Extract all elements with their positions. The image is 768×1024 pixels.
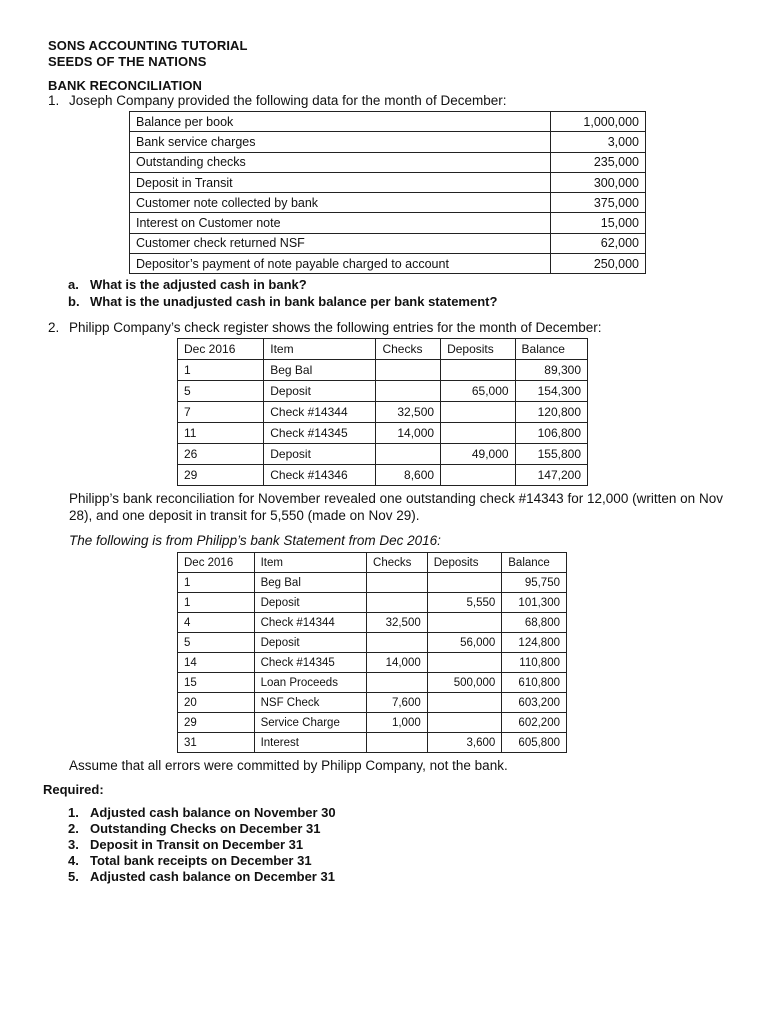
row-label: Interest on Customer note (130, 213, 551, 233)
column-header: Dec 2016 (178, 553, 255, 573)
q1-intro: Joseph Company provided the following data for the month of December: (69, 93, 507, 108)
required-item-number: 2. (68, 821, 79, 836)
q1-data-table (129, 111, 646, 274)
table-cell: Check #14346 (264, 465, 376, 486)
table-row (178, 693, 567, 713)
table-row (178, 733, 567, 753)
table-cell: 147,200 (515, 465, 587, 486)
table-cell: 14,000 (376, 423, 441, 444)
bank-statement-table (177, 552, 567, 753)
table-row (178, 653, 567, 673)
q1b-item (68, 294, 497, 309)
required-item (68, 837, 336, 853)
column-header: Deposits (427, 553, 502, 573)
table-cell: 20 (178, 693, 255, 713)
table-row (178, 593, 567, 613)
required-list (68, 805, 336, 885)
row-label: Depositor’s payment of note payable charged to account (130, 254, 551, 274)
table-row (130, 193, 646, 213)
table-cell: 605,800 (502, 733, 567, 753)
q1a-label: a. (68, 277, 79, 292)
table-cell: 11 (178, 423, 264, 444)
q1b-label: b. (68, 294, 80, 309)
row-value: 375,000 (551, 193, 646, 213)
table-cell: 15 (178, 673, 255, 693)
table-row (178, 465, 588, 486)
table-cell (427, 713, 502, 733)
required-label: Required: (43, 782, 104, 797)
required-item-text: Outstanding Checks on December 31 (90, 821, 321, 836)
column-header: Checks (367, 553, 428, 573)
column-header: Item (254, 553, 366, 573)
table-cell: Deposit (254, 593, 366, 613)
required-item-text: Total bank receipts on December 31 (90, 853, 312, 868)
q1a-text: What is the adjusted cash in bank? (90, 277, 307, 292)
table-cell: 1 (178, 593, 255, 613)
section-title: BANK RECONCILIATION (48, 78, 203, 93)
row-value: 1,000,000 (551, 112, 646, 132)
required-item (68, 805, 336, 821)
table-cell: 602,200 (502, 713, 567, 733)
q1-number: 1. (48, 93, 60, 108)
table-cell (376, 381, 441, 402)
table-cell: 5 (178, 381, 264, 402)
table-cell: Check #14345 (254, 653, 366, 673)
table-cell: 603,200 (502, 693, 567, 713)
table-cell: NSF Check (254, 693, 366, 713)
table-cell: 49,000 (441, 444, 515, 465)
table-cell: 32,500 (376, 402, 441, 423)
required-item (68, 821, 336, 837)
column-header: Item (264, 339, 376, 360)
table-cell: Deposit (264, 444, 376, 465)
table-cell: Check #14345 (264, 423, 376, 444)
row-value: 3,000 (551, 132, 646, 152)
table-cell: 95,750 (502, 573, 567, 593)
q1a-item (68, 277, 307, 292)
table-cell: 154,300 (515, 381, 587, 402)
doc-title: SONS ACCOUNTING TUTORIAL (48, 38, 248, 53)
table-cell: Deposit (264, 381, 376, 402)
table-row (178, 673, 567, 693)
table-cell: Beg Bal (254, 573, 366, 593)
table-cell (441, 360, 515, 381)
table-cell: 1,000 (367, 713, 428, 733)
table-cell: 65,000 (441, 381, 515, 402)
table-row (178, 633, 567, 653)
table-cell: 29 (178, 713, 255, 733)
table-cell (427, 653, 502, 673)
table-cell: 610,800 (502, 673, 567, 693)
column-header: Dec 2016 (178, 339, 264, 360)
table-row (178, 444, 588, 465)
table-cell: 29 (178, 465, 264, 486)
table-cell (427, 573, 502, 593)
assumption-note: Assume that all errors were committed by Philipp Company, not the bank. (69, 758, 508, 773)
column-header: Checks (376, 339, 441, 360)
table-cell (376, 360, 441, 381)
table-cell: Check #14344 (254, 613, 366, 633)
table-cell: 1 (178, 360, 264, 381)
row-label: Bank service charges (130, 132, 551, 152)
row-value: 250,000 (551, 254, 646, 274)
column-header: Balance (502, 553, 567, 573)
table-cell (427, 613, 502, 633)
table-cell: 5,550 (427, 593, 502, 613)
table-cell: 106,800 (515, 423, 587, 444)
row-value: 235,000 (551, 152, 646, 172)
table-cell (441, 465, 515, 486)
table-cell: 110,800 (502, 653, 567, 673)
table-cell (441, 423, 515, 444)
november-recon-paragraph: Philipp’s bank reconciliation for November revealed one outstanding check #14343 for 12,000 (written on Nov 28), and one deposit in transit for 5,550 (made on Nov 29). (69, 491, 723, 523)
table-cell (367, 573, 428, 593)
table-cell: 26 (178, 444, 264, 465)
table-row (130, 132, 646, 152)
row-value: 300,000 (551, 172, 646, 192)
table-row (130, 112, 646, 132)
table-cell: Beg Bal (264, 360, 376, 381)
row-label: Balance per book (130, 112, 551, 132)
table-cell: 56,000 (427, 633, 502, 653)
table-cell: 7 (178, 402, 264, 423)
table-row (178, 423, 588, 444)
column-header: Balance (515, 339, 587, 360)
check-register-table (177, 338, 588, 486)
table-cell: 5 (178, 633, 255, 653)
required-item (68, 869, 336, 885)
table-row (178, 613, 567, 633)
table-row (178, 402, 588, 423)
table-cell (441, 402, 515, 423)
required-item-number: 5. (68, 869, 79, 884)
table-row (178, 713, 567, 733)
table-row (130, 172, 646, 192)
column-header: Deposits (441, 339, 515, 360)
row-label: Deposit in Transit (130, 172, 551, 192)
table-cell (367, 633, 428, 653)
table-row (130, 233, 646, 253)
table-cell: 8,600 (376, 465, 441, 486)
statement-intro: The following is from Philipp’s bank Statement from Dec 2016: (69, 533, 441, 548)
required-item (68, 853, 336, 869)
table-cell: 101,300 (502, 593, 567, 613)
table-cell: 14 (178, 653, 255, 673)
table-cell: 500,000 (427, 673, 502, 693)
table-cell: 68,800 (502, 613, 567, 633)
table-row (178, 381, 588, 402)
required-item-text: Adjusted cash balance on November 30 (90, 805, 336, 820)
table-cell (376, 444, 441, 465)
row-value: 62,000 (551, 233, 646, 253)
table-cell: Loan Proceeds (254, 673, 366, 693)
table-cell: Service Charge (254, 713, 366, 733)
table-cell: 155,800 (515, 444, 587, 465)
table-cell (367, 733, 428, 753)
q1b-text: What is the unadjusted cash in bank balance per bank statement? (90, 294, 498, 309)
required-item-text: Adjusted cash balance on December 31 (90, 869, 335, 884)
table-row (130, 254, 646, 274)
table-cell: 124,800 (502, 633, 567, 653)
table-row (178, 573, 567, 593)
table-row (130, 213, 646, 233)
row-label: Customer check returned NSF (130, 233, 551, 253)
required-item-text: Deposit in Transit on December 31 (90, 837, 304, 852)
table-cell (367, 593, 428, 613)
table-cell: Deposit (254, 633, 366, 653)
q2-intro: Philipp Company’s check register shows the following entries for the month of December: (69, 320, 602, 335)
required-item-number: 3. (68, 837, 79, 852)
table-cell: 1 (178, 573, 255, 593)
table-cell: 32,500 (367, 613, 428, 633)
table-cell: Interest (254, 733, 366, 753)
table-cell: 3,600 (427, 733, 502, 753)
row-label: Customer note collected by bank (130, 193, 551, 213)
doc-subtitle: SEEDS OF THE NATIONS (48, 54, 207, 69)
table-header-row (178, 553, 567, 573)
table-cell: Check #14344 (264, 402, 376, 423)
row-label: Outstanding checks (130, 152, 551, 172)
table-cell: 4 (178, 613, 255, 633)
table-cell (427, 693, 502, 713)
q2-number: 2. (48, 320, 60, 335)
row-value: 15,000 (551, 213, 646, 233)
required-item-number: 4. (68, 853, 79, 868)
table-cell: 31 (178, 733, 255, 753)
table-cell: 89,300 (515, 360, 587, 381)
table-header-row (178, 339, 588, 360)
required-item-number: 1. (68, 805, 79, 820)
table-row (130, 152, 646, 172)
table-cell (367, 673, 428, 693)
table-row (178, 360, 588, 381)
table-cell: 120,800 (515, 402, 587, 423)
table-cell: 14,000 (367, 653, 428, 673)
table-cell: 7,600 (367, 693, 428, 713)
